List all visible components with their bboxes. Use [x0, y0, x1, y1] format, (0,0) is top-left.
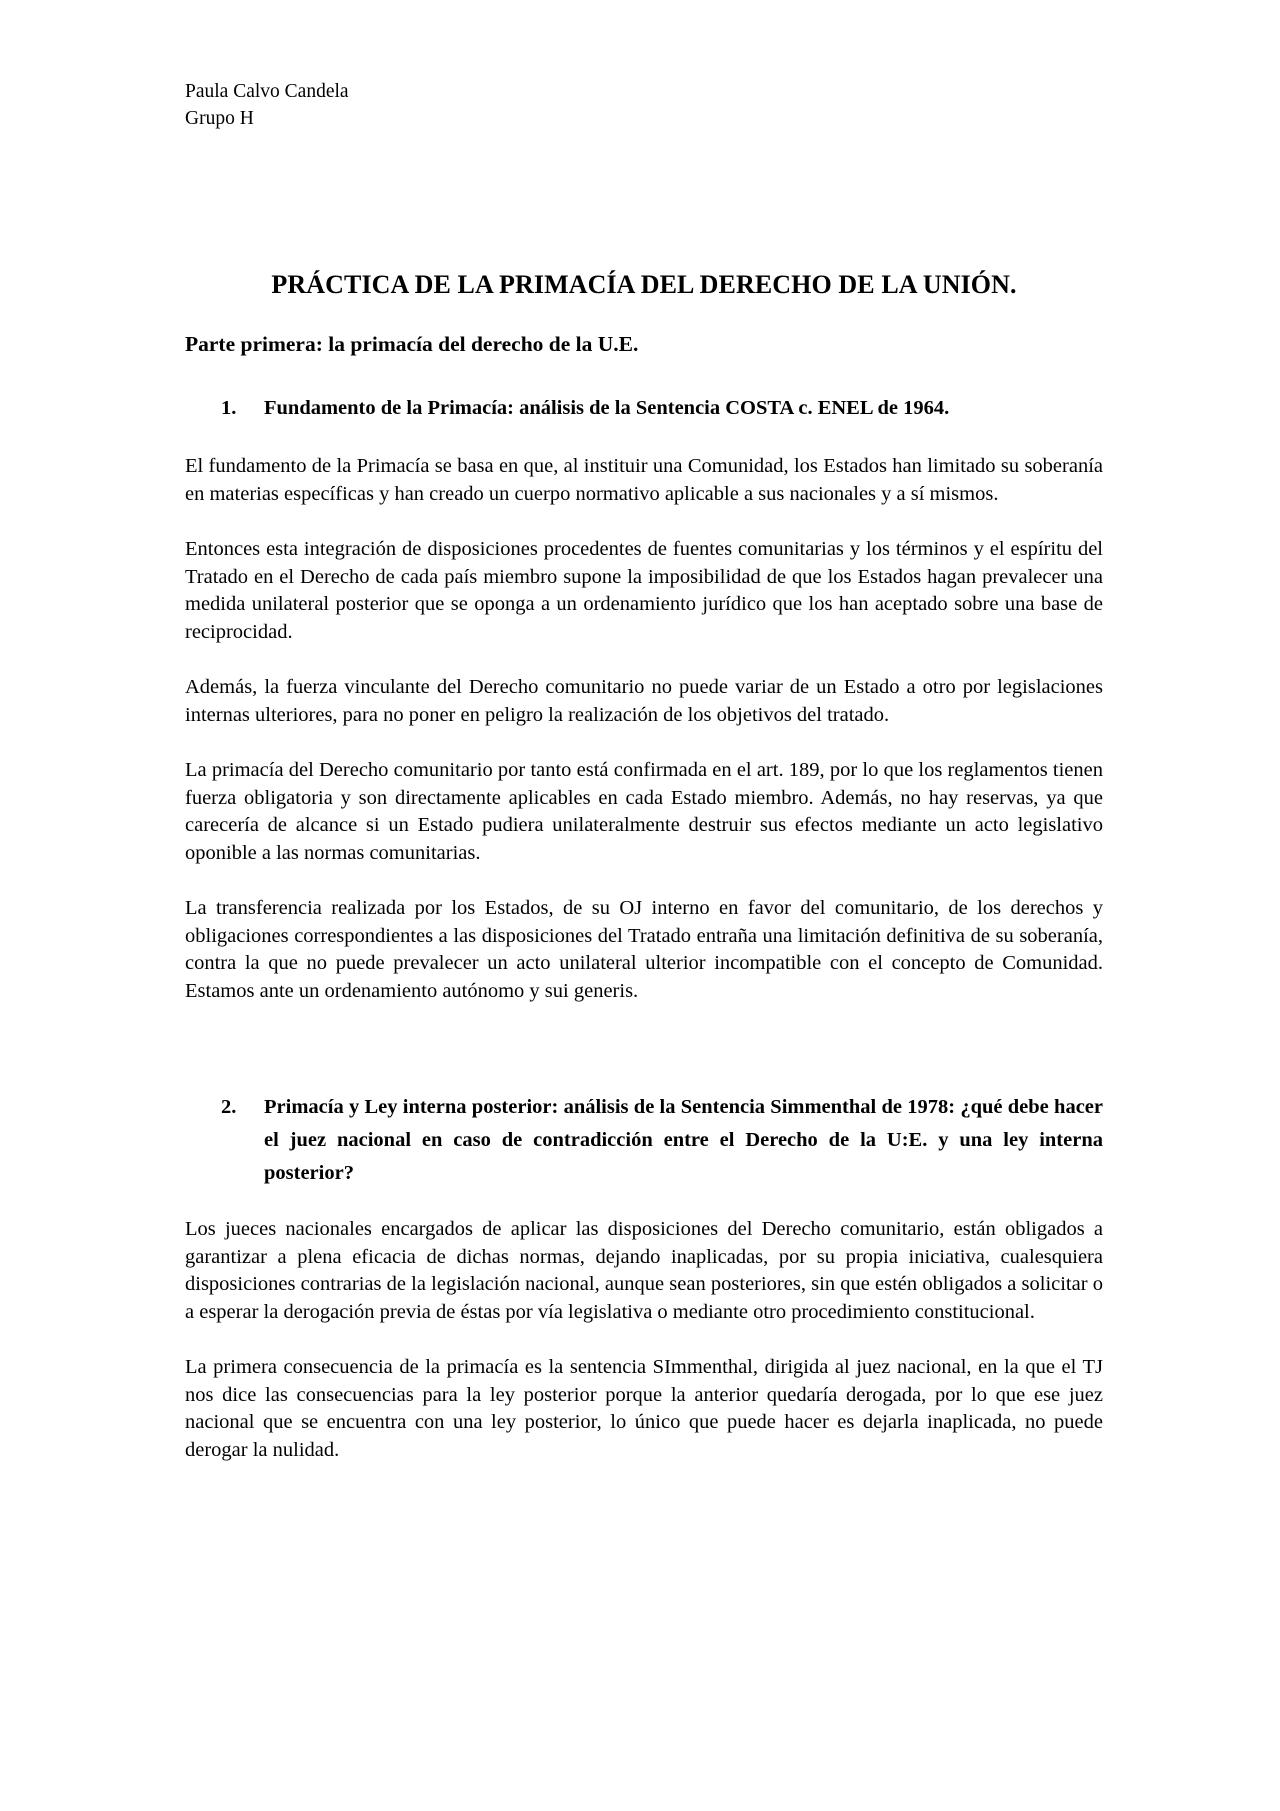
section-2-heading	[185, 1091, 1103, 1190]
section-1-heading	[185, 392, 1103, 425]
paragraph: La primacía del Derecho comunitario por tanto está confirmada en el art. 189, por lo que los reglamentos tienen fuerza obligatoria y son directamente aplicables en cada Estado miembro. Además, no hay reservas, ya que carecería de alcance si un Estado pudiera unilateralmente destruir sus efectos mediante un acto legislativo oponible a las normas comunitarias.	[185, 759, 1103, 864]
author-name: Paula Calvo Candela	[185, 81, 349, 102]
group-label: Grupo H	[185, 108, 254, 129]
document-page	[185, 78, 1103, 1464]
section-2-number: 2.	[221, 1096, 237, 1118]
paragraph: Entonces esta integración de disposiciones procedentes de fuentes comunitarias y los términos y el espíritu del Tratado en el Derecho de cada país miembro supone la imposibilidad de que los Estados hagan prevalecer una medida unilateral posterior que se oponga a un ordenamiento jurídico que los han aceptado sobre una base de reciprocidad.	[185, 538, 1103, 643]
section-1-number: 1.	[221, 397, 237, 419]
section-2-heading-text: Primacía y Ley interna posterior: análisis de la Sentencia Simmenthal de 1978: ¿qué debe hacer el juez nacional en caso de contradicción entre el Derecho de la U:E. y una ley interna posterior?	[264, 1096, 1103, 1184]
part-heading: Parte primera: la primacía del derecho de la U.E.	[185, 332, 639, 356]
paragraph: La transferencia realizada por los Estados, de su OJ interno en favor del comunitario, de los derechos y obligaciones correspondientes a las disposiciones del Tratado entraña una limitación definitiva de su soberanía, contra la que no puede prevalecer un acto unilateral ulterior incompatible con el concepto de Comunidad. Estamos ante un ordenamiento autónomo y sui generis.	[185, 897, 1103, 1002]
section-1-heading-text: Fundamento de la Primacía: análisis de la Sentencia COSTA c. ENEL de 1964.	[264, 397, 950, 419]
paragraph: El fundamento de la Primacía se basa en que, al instituir una Comunidad, los Estados han limitado su soberanía en materias específicas y han creado un cuerpo normativo aplicable a sus nacionales y a sí mismos.	[185, 455, 1103, 505]
paragraph: La primera consecuencia de la primacía es la sentencia SImmenthal, dirigida al juez nacional, en la que el TJ nos dice las consecuencias para la ley posterior porque la anterior quedaría derogada, por lo que ese juez nacional que se encuentra con una ley posterior, lo único que puede hacer es dejarla inaplicada, no puede derogar la nulidad.	[185, 1356, 1103, 1461]
document-title: PRÁCTICA DE LA PRIMACÍA DEL DERECHO DE LA UNIÓN.	[271, 270, 1017, 299]
paragraph: Los jueces nacionales encargados de aplicar las disposiciones del Derecho comunitario, están obligados a garantizar a plena eficacia de dichas normas, dejando inaplicadas, por su propia iniciativa, cualesquiera disposiciones contrarias de la legislación nacional, aunque sean posteriores, sin que estén obligados a solicitar o a esperar la derogación previa de éstas por vía legislativa o mediante otro procedimiento constitucional.	[185, 1218, 1103, 1323]
paragraph: Además, la fuerza vinculante del Derecho comunitario no puede variar de un Estado a otro por legislaciones internas ulteriores, para no poner en peligro la realización de los objetivos del tratado.	[185, 676, 1103, 726]
